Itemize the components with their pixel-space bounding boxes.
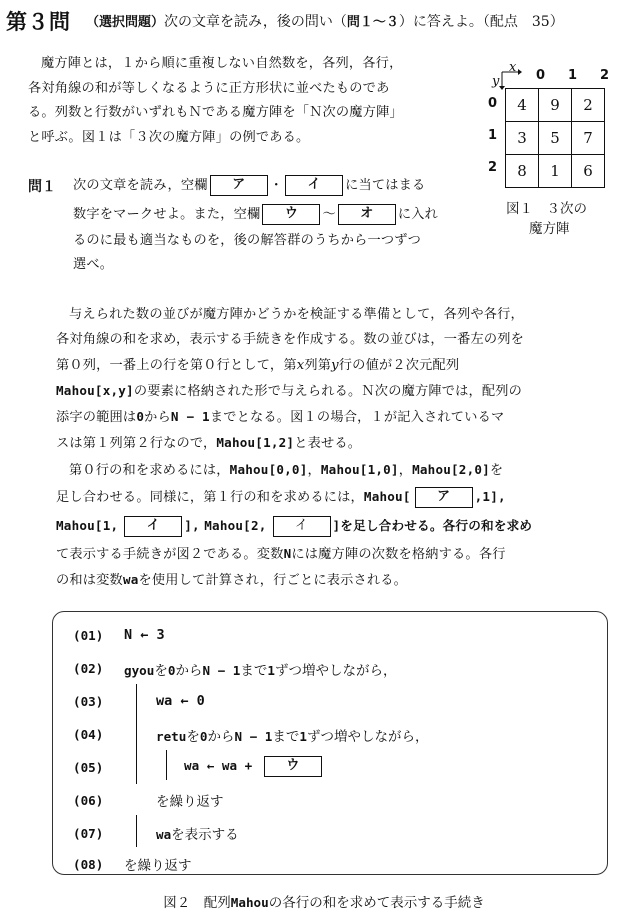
col-index-2: 2 <box>600 68 610 83</box>
blank-i: イ <box>285 175 343 196</box>
line-number: (04) <box>73 727 104 742</box>
question-number: 第３問 <box>6 10 71 34</box>
code-line-04: retuを0からN − 1まで1ずつ増やしながら， <box>156 729 429 745</box>
grid-cell: 8 <box>517 162 527 180</box>
blank-u: ウ <box>262 204 320 225</box>
line-number: (07) <box>73 826 104 841</box>
blank-a: ア <box>210 175 268 196</box>
code-ref: Mahou[x,y] <box>56 382 134 398</box>
code-line-06: を繰り返す <box>156 794 224 810</box>
selection-label: （選択問題） <box>86 15 165 30</box>
line-number: (08) <box>73 857 104 872</box>
grid-cell: 6 <box>583 162 593 180</box>
blank-i-inline-thin: イ <box>273 516 331 537</box>
blank-a-inline: ア <box>415 487 473 508</box>
line-number: (02) <box>73 661 104 676</box>
grid-cell: 1 <box>550 162 560 180</box>
grid-cell: 5 <box>550 129 560 147</box>
grid-cell: 9 <box>550 96 560 114</box>
code-line-02: gyouを0からN − 1まで1ずつ増やしながら， <box>124 663 397 679</box>
col-index-1: 1 <box>568 68 578 83</box>
blank-o: オ <box>338 204 396 225</box>
blank-i-inline: イ <box>124 516 182 537</box>
question-range: 問１～３ <box>346 15 399 30</box>
loop-bar-inner <box>166 750 167 780</box>
figure1-caption: 図１ ３次の 魔方陣 <box>506 201 587 237</box>
code-line-03: wa ← 0 <box>156 693 205 709</box>
intro-paragraph: 魔方陣とは，１から順に重複しない自然数を，各列，各行， 各対角線の和が等しくなるように正方形状に並べたものであ る。列数と行数がいずれもＮである魔方陣を「Ｎ次の魔方陣」 と呼ぶ。図１は「３次の魔方陣」の例である。 <box>28 56 403 145</box>
loop-bar-outer-2 <box>136 815 137 847</box>
grid-cell: 2 <box>583 96 593 114</box>
code-line-05: wa ← wa + ウ <box>184 756 324 777</box>
y-axis-label: y <box>492 74 500 89</box>
grid-cell: 4 <box>517 96 527 114</box>
q1-label: 問１ <box>28 179 56 195</box>
header-instruction: （選択問題）次の文章を読み，後の問い（問１～３）に答えよ。（配点 35） <box>86 14 564 30</box>
grid-cell: 7 <box>583 129 593 147</box>
x-axis-label: x <box>509 60 517 75</box>
code-line-07: waを表示する <box>156 827 239 843</box>
grid-cell: 3 <box>517 129 527 147</box>
loop-bar-outer <box>136 684 137 784</box>
line-number: (01) <box>73 628 104 643</box>
row-index-1: 1 <box>488 128 498 143</box>
code-line-01: N ← 3 <box>124 627 165 643</box>
magic-square-grid <box>505 88 605 188</box>
figure2-caption: 図２ 配列Mahouの各行の和を求めて表示する手続き <box>163 895 485 911</box>
body-paragraph: 与えられた数の並びが魔方陣かどうかを検証する準備として，各列や各行， 各対角線の和を求め，表示する手続きを作成する。数の並びは，一番左の列を 第０列，一番上の行を第０行として，第x列第y行の値が２次元配列 Mahou[x,y]の要素に格納された形で与えられる。Ｎ次の魔方陣では，配列の 添字の範囲は0からN − 1までとなる。図１の場合，１が記入されているマ スは第１列第２行なので，Mahou[1,2]と表せる。 第０行の和を求めるには，Mahou[0,0]，Mahou[1,0]，Mahou[2,0]を 足し合わせる。同様に，第１行の和を求めるには，Mahou[ ア ,1], Mahou[1, イ ], Mahou[2, イ ]を足し合わせる。各行の和を求め て表示する手続きが図２である。変数Nには魔方陣の次数を格納する。各行 の和は変数waを使用して計算され，行ごとに表示される。 <box>56 307 533 589</box>
row-index-2: 2 <box>488 160 498 175</box>
line-number: (05) <box>73 760 104 775</box>
line-number: (03) <box>73 694 104 709</box>
code-line-08: を繰り返す <box>124 858 192 874</box>
row-index-0: 0 <box>488 96 498 111</box>
line-number: (06) <box>73 793 104 808</box>
col-index-0: 0 <box>536 68 546 83</box>
q1-text: 次の文章を読み，空欄 ア ・ イ に当てはまる 数字をマークせよ。また，空欄 ウ ～ オ に入れ るのに最も適当なものを，後の解答群のうちから一つずつ 選べ。 <box>73 177 438 272</box>
blank-u-code: ウ <box>264 756 322 777</box>
